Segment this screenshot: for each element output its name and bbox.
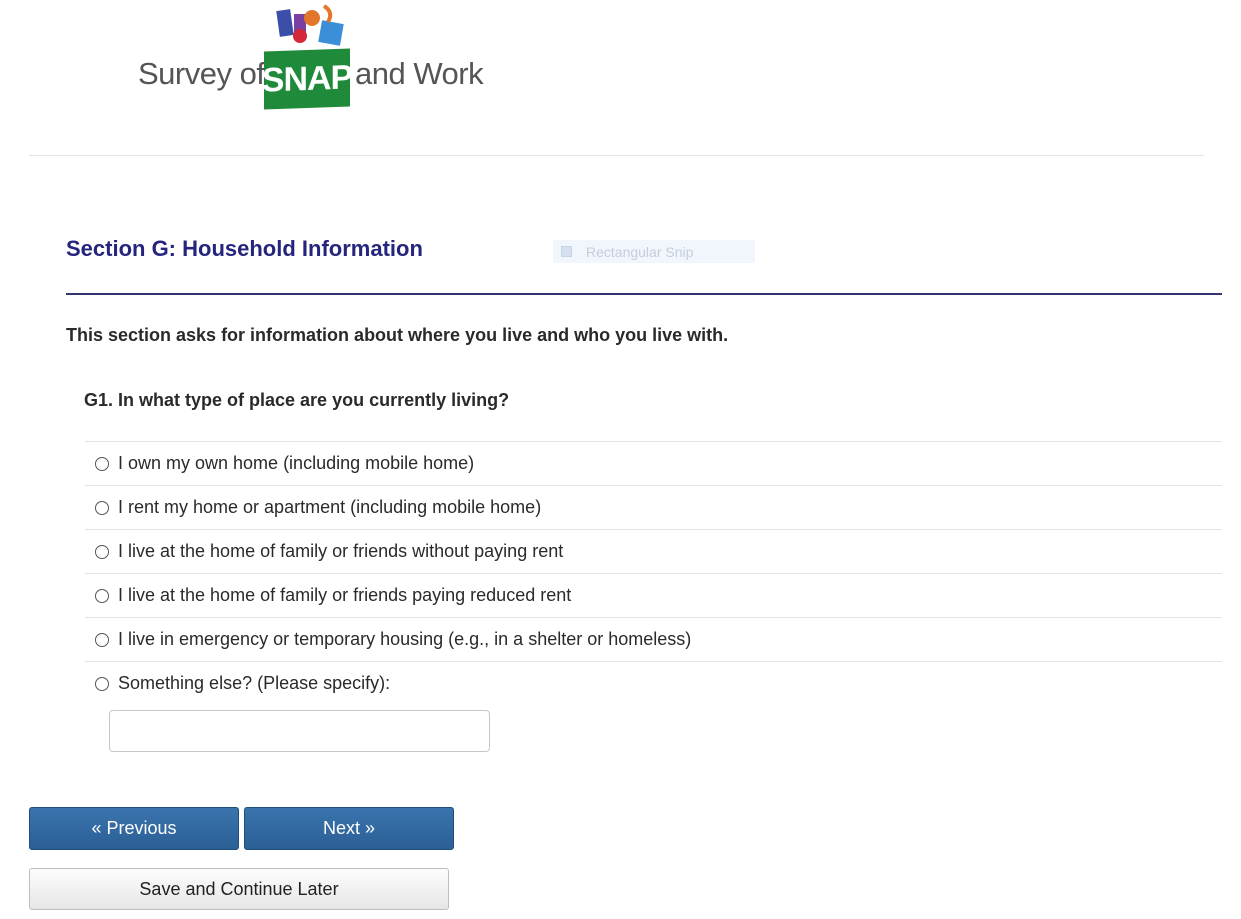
radio-button[interactable]	[95, 677, 109, 691]
specify-other-input[interactable]	[109, 710, 490, 752]
section-title: Section G: Household Information	[66, 236, 423, 261]
save-continue-later-button[interactable]: Save and Continue Later	[29, 868, 449, 910]
previous-button[interactable]: « Previous	[29, 807, 239, 850]
header-divider	[29, 155, 1204, 156]
logo-snap-text: SNAP	[264, 48, 350, 109]
radio-button[interactable]	[95, 545, 109, 559]
option-family-reduced-rent[interactable]	[85, 573, 1222, 617]
option-label: I live in emergency or temporary housing (e.g., in a shelter or homeless)	[118, 629, 692, 649]
option-label: I rent my home or apartment (including mobile home)	[118, 497, 542, 517]
rectangular-snip-overlay	[553, 240, 755, 263]
section-divider	[66, 293, 1222, 295]
radio-button[interactable]	[95, 633, 109, 647]
option-label: I live at the home of family or friends without paying rent	[118, 541, 564, 561]
survey-logo	[136, 2, 488, 112]
radio-button[interactable]	[95, 457, 109, 471]
option-rent-home[interactable]	[85, 485, 1222, 529]
answer-options	[85, 441, 1222, 705]
option-own-home[interactable]	[85, 441, 1222, 485]
radio-button[interactable]	[95, 501, 109, 515]
question-g1: G1. In what type of place are you currently living?	[84, 390, 510, 410]
logo-text-and-work: and Work	[355, 56, 484, 91]
option-something-else[interactable]	[85, 661, 1222, 705]
option-label: I live at the home of family or friends paying reduced rent	[118, 585, 572, 605]
section-intro: This section asks for information about where you live and who you live with.	[66, 325, 729, 345]
logo-text-survey-of: Survey of	[138, 56, 265, 91]
next-button[interactable]: Next »	[244, 807, 454, 850]
snip-label: Rectangular Snip	[586, 243, 694, 260]
snip-icon	[561, 246, 572, 257]
option-label: I own my own home (including mobile home)	[118, 453, 475, 473]
option-emergency-housing[interactable]	[85, 617, 1222, 661]
option-family-no-rent[interactable]	[85, 529, 1222, 573]
radio-button[interactable]	[95, 589, 109, 603]
option-label: Something else? (Please specify):	[118, 673, 391, 693]
grocery-bag-icon	[261, 2, 354, 112]
